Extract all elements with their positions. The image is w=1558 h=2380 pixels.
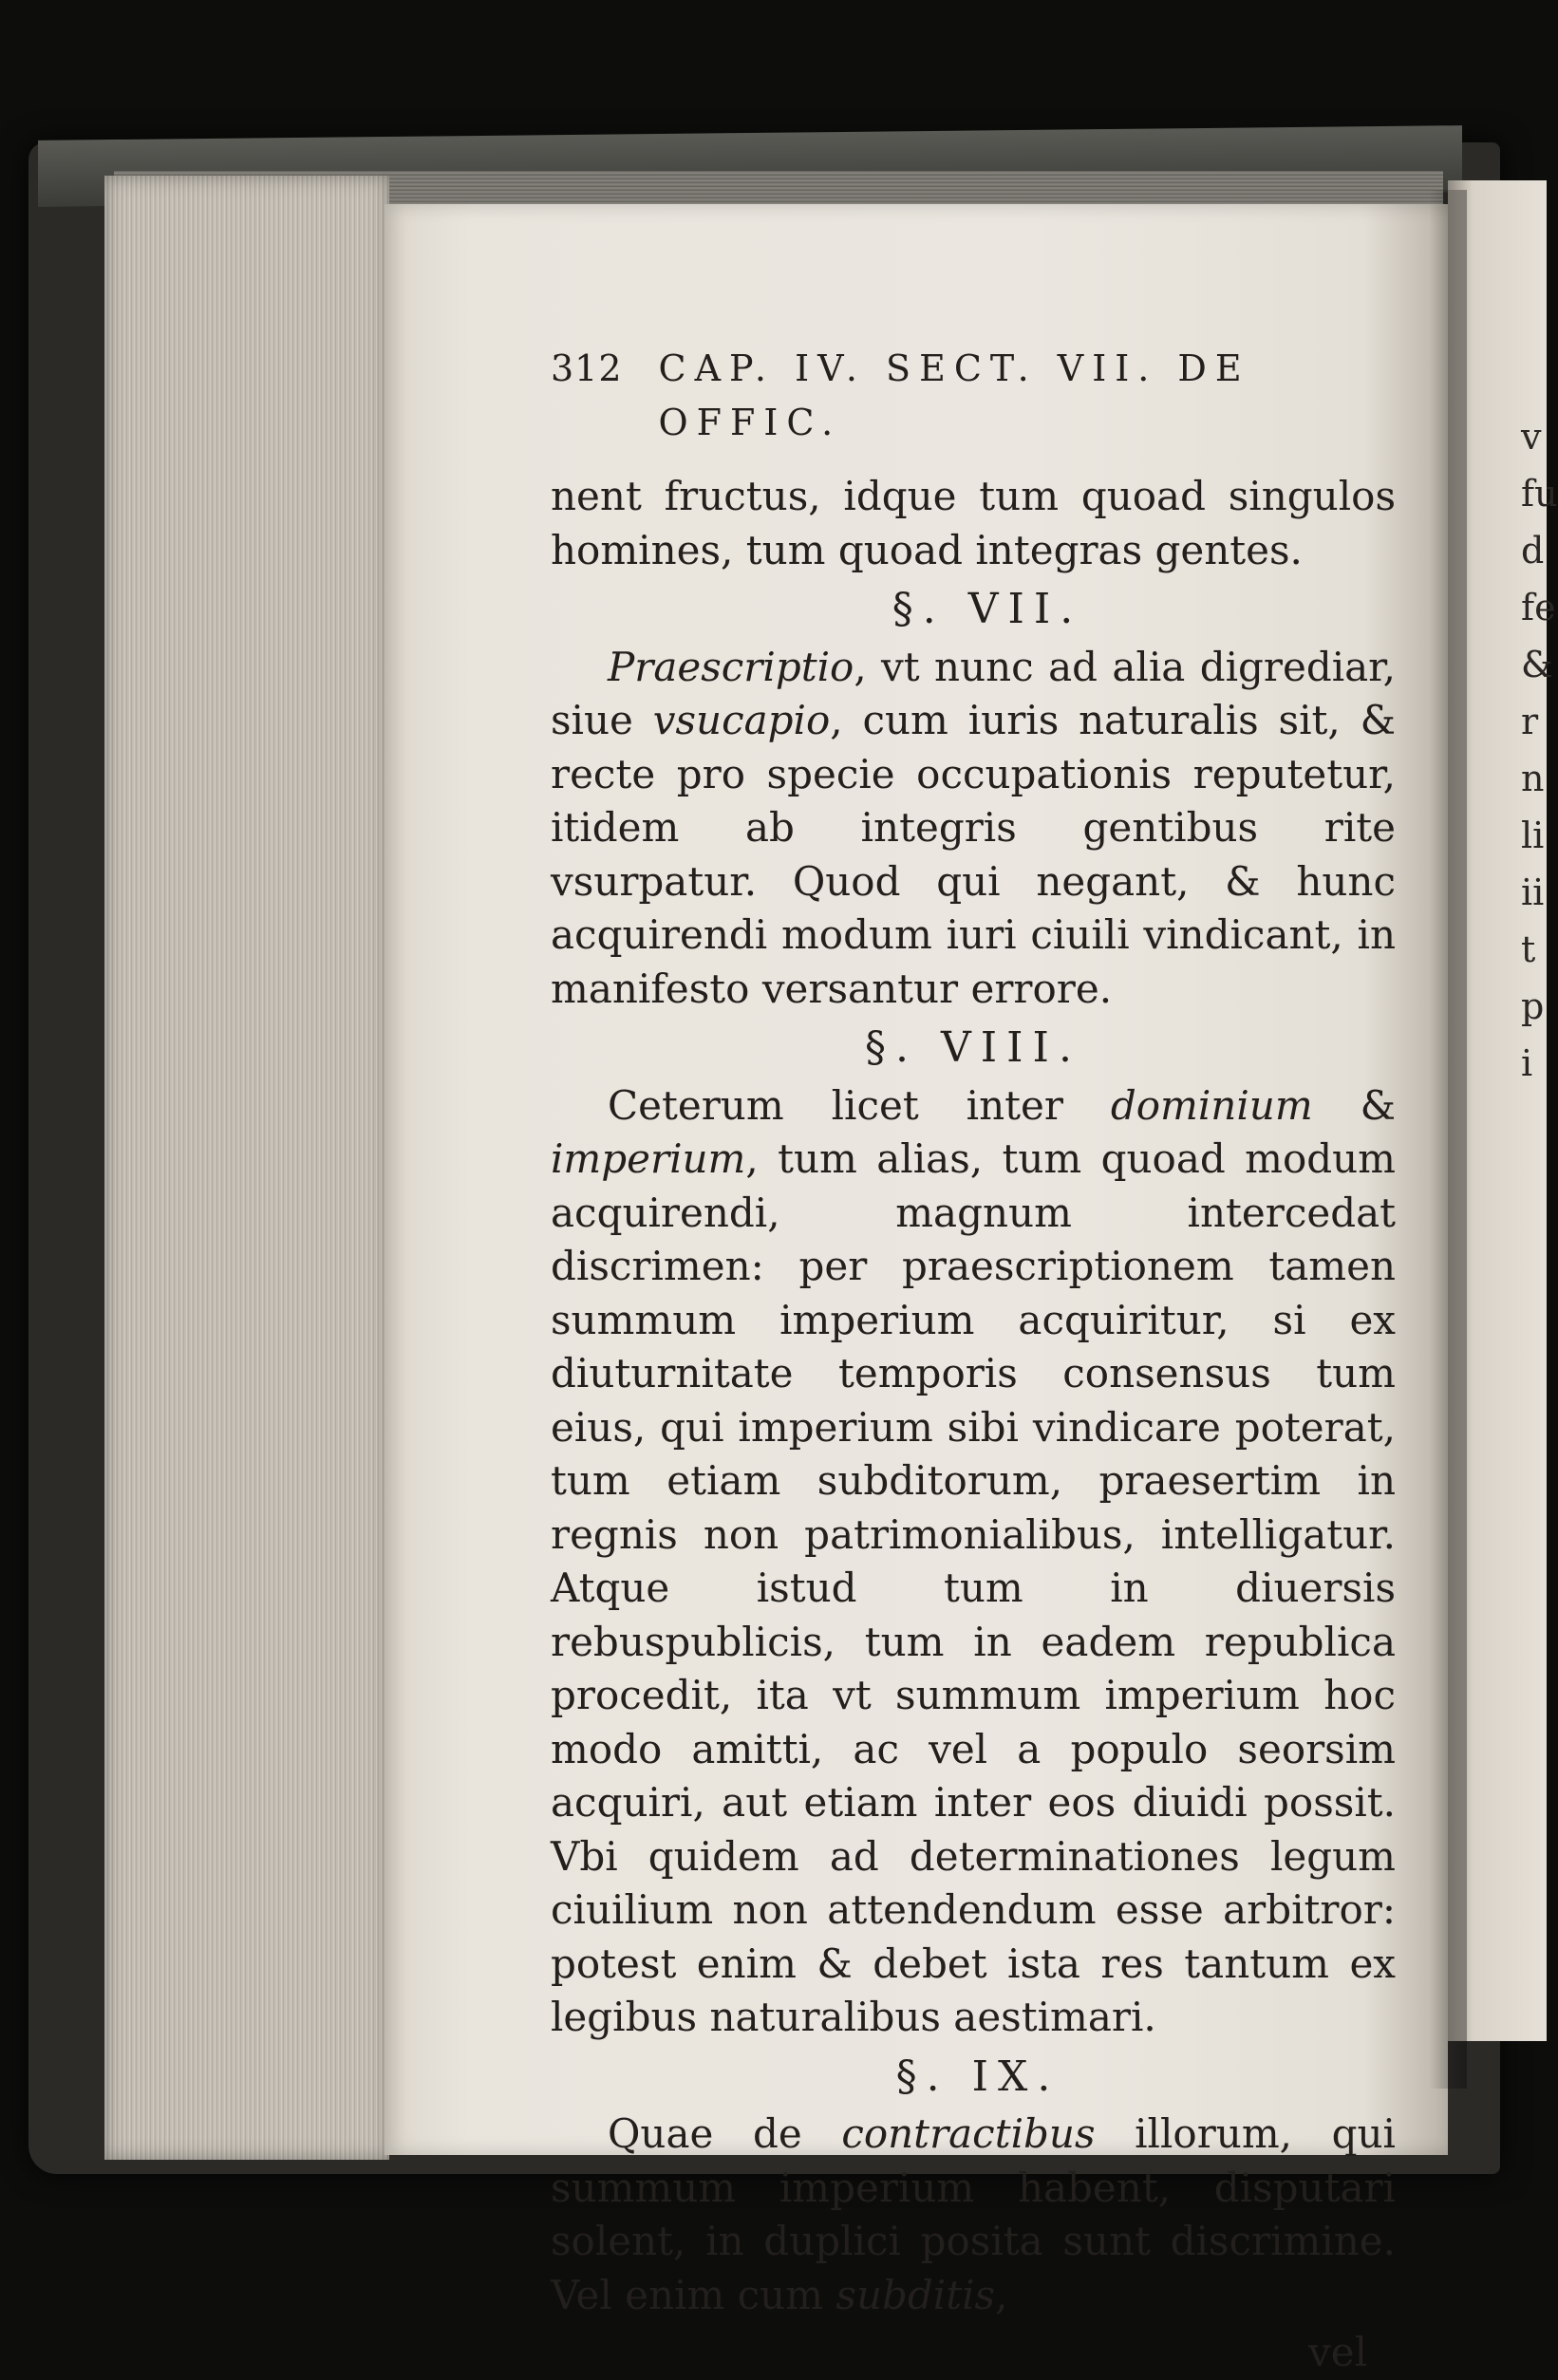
facing-letter: n [1521, 758, 1545, 799]
facing-letter: ii [1521, 871, 1545, 913]
facing-letter: r [1521, 701, 1539, 742]
paragraph [551, 641, 1396, 1017]
facing-letter: fe [1521, 587, 1556, 628]
paragraph [551, 470, 1396, 577]
section-heading: §. VII. [892, 585, 1083, 633]
facing-page-text [1521, 408, 1558, 1092]
running-head: CAP. IV. SECT. VII. DE OFFIC. [658, 347, 1250, 443]
facing-letter: v [1521, 416, 1542, 458]
facing-letter: p [1521, 985, 1545, 1027]
paragraph-text: nent fructus, idque tum quoad singulos homines, tum quoad integras gentes. [551, 473, 1396, 573]
italic-term: imperium [551, 1135, 746, 1182]
facing-letter: li [1521, 815, 1545, 856]
gutter-shadow [1429, 190, 1467, 2089]
italic-term: dominium [1110, 1081, 1313, 1129]
paragraph-text: , [995, 2271, 1008, 2318]
facing-letter: & [1521, 644, 1553, 685]
page-number: 312 [551, 347, 623, 389]
paragraph-text: , cum iuris naturalis sit, & recte pro specie occupationis reputetur, itidem ab integris gentibus rite vsurpatur. Quod qui negant, & hunc acquirendi modum iuri ciuili vindicant, in manifesto versantur errore. [551, 697, 1396, 1012]
paragraph [551, 1079, 1396, 2045]
page-block-fore-edge [104, 176, 389, 2160]
italic-term: Praescriptio [608, 643, 854, 690]
catchword: vel [1307, 2329, 1367, 2375]
facing-letter: t [1521, 928, 1536, 970]
italic-term: vsucapio [652, 697, 831, 743]
paragraph-text: Quae de [608, 2110, 842, 2157]
paragraph-text: , vt nunc ad alia digrediar, siue [551, 643, 1396, 743]
page-text [551, 342, 1396, 2380]
paragraph-text: & [1312, 1081, 1396, 1129]
facing-letter: fu [1521, 473, 1558, 515]
italic-term: contractibus [841, 2110, 1096, 2157]
italic-term: subditis [835, 2271, 996, 2318]
facing-letter: d [1521, 530, 1545, 572]
facing-letter: i [1521, 1042, 1533, 1084]
paragraph-text: , tum alias, tum quoad modum acquirendi, magnum intercedat discrimen: per praescriptionem tamen summum imperium acquiritur, si ex diuturnitate temporis consensus tum eius, qui imperium sibi vindicare poterat, tum etiam subditorum, praesertim in regnis non patrimonialibus, intelligatur. Atque istud tum in diuersis rebuspublicis, tum in eadem republica procedit, ita vt summum imperium hoc modo amitti, ac vel a populo seorsim acquiri, aut etiam inter eos diuidi possit. Vbi quidem ad determinationes legum ciuilium non attendendum esse arbitror: potest enim & debet ista res tantum ex legibus naturalibus aestimari. [551, 1135, 1396, 2040]
section-heading: §. VIII. [865, 1023, 1081, 1072]
section-heading: §. IX. [895, 2052, 1061, 2101]
page-header [551, 342, 1396, 449]
paragraph [551, 2108, 1396, 2322]
paragraph-text: Ceterum licet inter [608, 1081, 1111, 1129]
paragraph-text: illorum, qui summum imperium habent, disputari solent, in duplici posita sunt discrimine. Vel enim cum [551, 2110, 1396, 2318]
